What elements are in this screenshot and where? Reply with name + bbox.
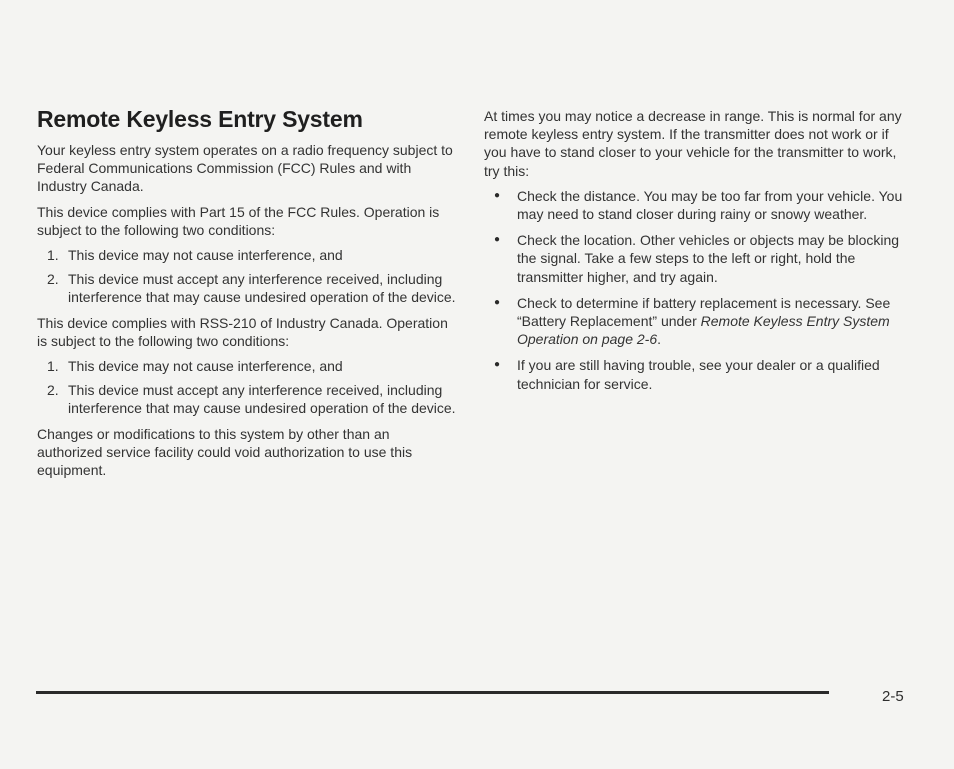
list-number: 1.	[47, 247, 59, 264]
list-item	[37, 357, 457, 375]
bullet-icon: ●	[494, 189, 501, 201]
rss-conditions-list	[37, 357, 457, 418]
paragraph-modifications: Changes or modifications to this system by other than an authorized service facility could void authorization to use this equipment.	[37, 425, 413, 479]
list-number: 1.	[47, 358, 59, 375]
list-item	[484, 187, 904, 223]
list-item	[484, 356, 904, 392]
list-item	[37, 381, 457, 417]
paragraph-rss: This device complies with RSS-210 of Industry Canada. Operation is subject to the following two conditions:	[37, 314, 448, 349]
paragraph-fcc: This device complies with Part 15 of the FCC Rules. Operation is subject to the following two conditions:	[37, 203, 440, 238]
list-number: 2.	[47, 271, 59, 288]
list-item-text: This device may not cause interference, and	[68, 358, 343, 375]
list-item-text-end: .	[657, 331, 661, 348]
list-item-text: Check to determine if battery replacement is necessary. See “Battery Replacement” under	[517, 294, 891, 330]
list-item-text: This device must accept any interference received, including interference that may cause undesired operation of the device.	[68, 382, 456, 417]
page-number: 2-5	[882, 688, 904, 705]
fcc-conditions-list	[37, 246, 457, 307]
footer-rule	[36, 691, 829, 694]
list-item	[484, 294, 904, 349]
list-item	[37, 270, 457, 306]
bullet-icon: ●	[494, 296, 501, 308]
troubleshooting-list	[484, 187, 904, 393]
list-item	[37, 246, 457, 264]
section-heading: Remote Keyless Entry System	[37, 106, 363, 132]
list-number: 2.	[47, 382, 59, 399]
list-item-text: Check the distance. You may be too far from your vehicle. You may need to stand closer during rainy or snowy weather.	[517, 187, 903, 223]
list-item-text: Check the location. Other vehicles or objects may be blocking the signal. Take a few steps to the left or right, hold the transmitter higher, and try again.	[517, 232, 900, 285]
list-item-text: This device may not cause interference, and	[68, 247, 343, 264]
left-column	[37, 104, 457, 486]
list-item-text: If you are still having trouble, see your dealer or a qualified technician for service.	[517, 357, 880, 392]
list-item	[484, 231, 904, 286]
bullet-icon: ●	[494, 359, 501, 371]
paragraph-frequency: Your keyless entry system operates on a radio frequency subject to Federal Communications Commission (FCC) Rules and with Industry Canada.	[37, 142, 453, 195]
cross-reference-link[interactable]: Remote Keyless Entry System Operation on page 2-6	[517, 313, 890, 348]
paragraph-range: At times you may notice a decrease in range. This is normal for any remote keyless entry system. If the transmitter does not work or if you have to stand closer to your vehicle for the transmitter to work, try this:	[484, 108, 902, 179]
bullet-icon: ●	[494, 234, 501, 246]
right-column	[484, 107, 904, 401]
list-item-text: This device must accept any interference received, including interference that may cause undesired operation of the device.	[68, 271, 456, 306]
